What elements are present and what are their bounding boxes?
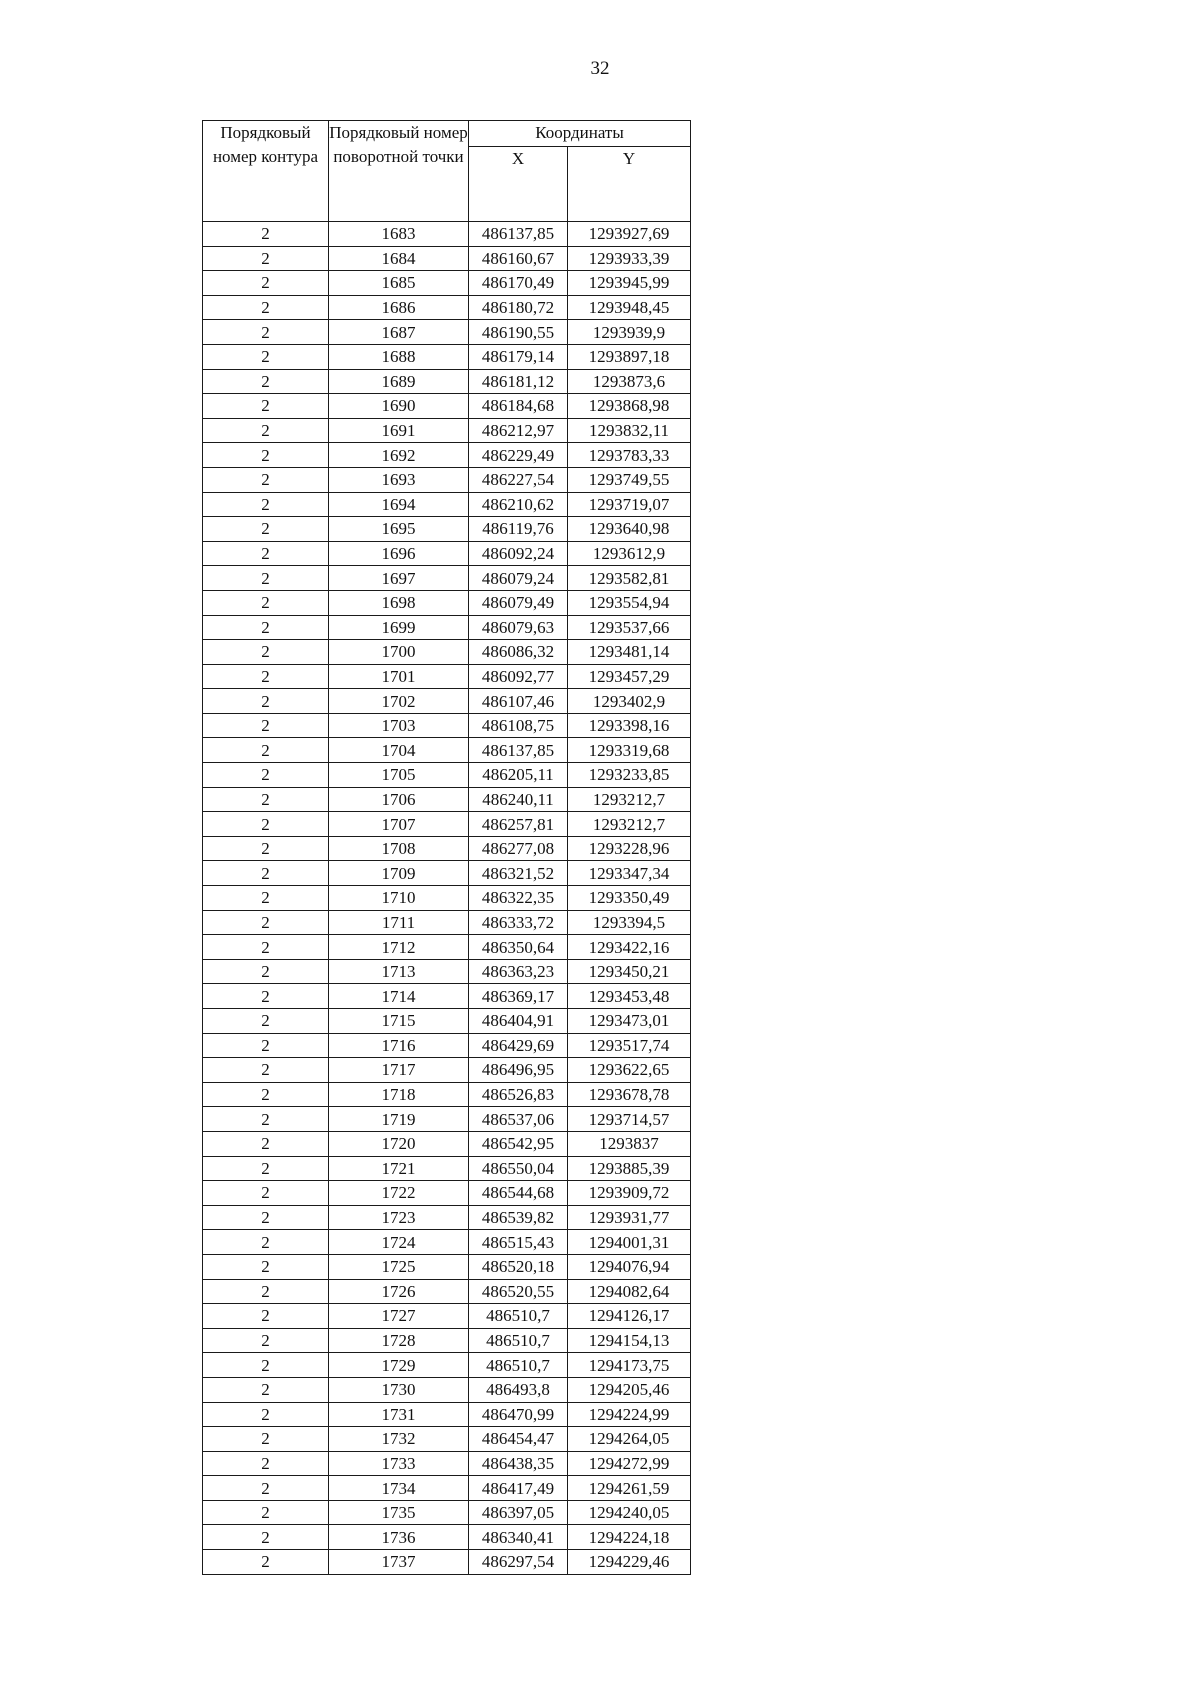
- point-number-cell: 1726: [329, 1279, 469, 1304]
- contour-number-cell: 2: [203, 1279, 329, 1304]
- y-coordinate-cell: 1293402,9: [568, 689, 691, 714]
- table-row: [203, 1353, 691, 1378]
- point-number-cell: 1735: [329, 1500, 469, 1525]
- x-coordinate-cell: 486520,18: [469, 1254, 568, 1279]
- table-row: [203, 1525, 691, 1550]
- table-row: [203, 763, 691, 788]
- contour-number-cell: 2: [203, 1304, 329, 1329]
- table-row: [203, 418, 691, 443]
- y-coordinate-cell: 1293948,45: [568, 295, 691, 320]
- table-row: [203, 910, 691, 935]
- table-body: [203, 222, 691, 1575]
- x-coordinate-cell: 486454,47: [469, 1427, 568, 1452]
- point-number-cell: 1699: [329, 615, 469, 640]
- contour-number-cell: 2: [203, 1500, 329, 1525]
- point-number-cell: 1690: [329, 394, 469, 419]
- y-coordinate-cell: 1293897,18: [568, 344, 691, 369]
- table-header: [203, 121, 691, 222]
- table-row: [203, 640, 691, 665]
- y-coordinate-cell: 1293933,39: [568, 246, 691, 271]
- point-number-cell: 1734: [329, 1476, 469, 1501]
- table-row: [203, 467, 691, 492]
- x-coordinate-cell: 486526,83: [469, 1082, 568, 1107]
- point-number-cell: 1693: [329, 467, 469, 492]
- table-row: [203, 1230, 691, 1255]
- table-row: [203, 1328, 691, 1353]
- y-coordinate-cell: 1294224,18: [568, 1525, 691, 1550]
- y-coordinate-cell: 1293422,16: [568, 935, 691, 960]
- table-row: [203, 1156, 691, 1181]
- x-coordinate-cell: 486179,14: [469, 344, 568, 369]
- contour-number-cell: 2: [203, 1328, 329, 1353]
- table-row: [203, 271, 691, 296]
- point-number-cell: 1720: [329, 1131, 469, 1156]
- header-coordinates: Координаты: [469, 121, 691, 147]
- x-coordinate-cell: 486438,35: [469, 1451, 568, 1476]
- contour-number-cell: 2: [203, 1377, 329, 1402]
- x-coordinate-cell: 486210,62: [469, 492, 568, 517]
- contour-number-cell: 2: [203, 1033, 329, 1058]
- y-coordinate-cell: 1294126,17: [568, 1304, 691, 1329]
- point-number-cell: 1732: [329, 1427, 469, 1452]
- contour-number-cell: 2: [203, 1181, 329, 1206]
- x-coordinate-cell: 486363,23: [469, 959, 568, 984]
- contour-number-cell: 2: [203, 1525, 329, 1550]
- point-number-cell: 1696: [329, 541, 469, 566]
- contour-number-cell: 2: [203, 590, 329, 615]
- table-row: [203, 615, 691, 640]
- y-coordinate-cell: 1293228,96: [568, 836, 691, 861]
- header-contour-number: Порядковый номер контура: [203, 121, 329, 222]
- contour-number-cell: 2: [203, 1009, 329, 1034]
- table-row: [203, 689, 691, 714]
- y-coordinate-cell: 1293481,14: [568, 640, 691, 665]
- x-coordinate-cell: 486404,91: [469, 1009, 568, 1034]
- contour-number-cell: 2: [203, 615, 329, 640]
- x-coordinate-cell: 486092,24: [469, 541, 568, 566]
- x-coordinate-cell: 486340,41: [469, 1525, 568, 1550]
- y-coordinate-cell: 1294272,99: [568, 1451, 691, 1476]
- x-coordinate-cell: 486079,63: [469, 615, 568, 640]
- y-coordinate-cell: 1293945,99: [568, 271, 691, 296]
- y-coordinate-cell: 1293319,68: [568, 738, 691, 763]
- y-coordinate-cell: 1293453,48: [568, 984, 691, 1009]
- table-row: [203, 1033, 691, 1058]
- contour-number-cell: 2: [203, 640, 329, 665]
- y-coordinate-cell: 1293678,78: [568, 1082, 691, 1107]
- x-coordinate-cell: 486520,55: [469, 1279, 568, 1304]
- point-number-cell: 1702: [329, 689, 469, 714]
- y-coordinate-cell: 1293622,65: [568, 1058, 691, 1083]
- point-number-cell: 1707: [329, 812, 469, 837]
- y-coordinate-cell: 1293719,07: [568, 492, 691, 517]
- y-coordinate-cell: 1294082,64: [568, 1279, 691, 1304]
- y-coordinate-cell: 1293832,11: [568, 418, 691, 443]
- table-row: [203, 320, 691, 345]
- contour-number-cell: 2: [203, 935, 329, 960]
- contour-number-cell: 2: [203, 861, 329, 886]
- table-row: [203, 1451, 691, 1476]
- contour-number-cell: 2: [203, 271, 329, 296]
- contour-number-cell: 2: [203, 713, 329, 738]
- y-coordinate-cell: 1293885,39: [568, 1156, 691, 1181]
- point-number-cell: 1709: [329, 861, 469, 886]
- x-coordinate-cell: 486510,7: [469, 1304, 568, 1329]
- y-coordinate-cell: 1293927,69: [568, 222, 691, 247]
- x-coordinate-cell: 486515,43: [469, 1230, 568, 1255]
- contour-number-cell: 2: [203, 492, 329, 517]
- contour-number-cell: 2: [203, 246, 329, 271]
- y-coordinate-cell: 1293582,81: [568, 566, 691, 591]
- point-number-cell: 1695: [329, 517, 469, 542]
- table-row: [203, 1131, 691, 1156]
- contour-number-cell: 2: [203, 320, 329, 345]
- table-row: [203, 369, 691, 394]
- x-coordinate-cell: 486190,55: [469, 320, 568, 345]
- x-coordinate-cell: 486542,95: [469, 1131, 568, 1156]
- y-coordinate-cell: 1294205,46: [568, 1377, 691, 1402]
- point-number-cell: 1712: [329, 935, 469, 960]
- y-coordinate-cell: 1293350,49: [568, 886, 691, 911]
- x-coordinate-cell: 486321,52: [469, 861, 568, 886]
- contour-number-cell: 2: [203, 1451, 329, 1476]
- x-coordinate-cell: 486510,7: [469, 1328, 568, 1353]
- contour-number-cell: 2: [203, 1550, 329, 1575]
- x-coordinate-cell: 486181,12: [469, 369, 568, 394]
- point-number-cell: 1715: [329, 1009, 469, 1034]
- contour-number-cell: 2: [203, 1230, 329, 1255]
- point-number-cell: 1689: [329, 369, 469, 394]
- table-row: [203, 959, 691, 984]
- y-coordinate-cell: 1293873,6: [568, 369, 691, 394]
- y-coordinate-cell: 1293233,85: [568, 763, 691, 788]
- y-coordinate-cell: 1293868,98: [568, 394, 691, 419]
- y-coordinate-cell: 1294154,13: [568, 1328, 691, 1353]
- contour-number-cell: 2: [203, 1131, 329, 1156]
- table-row: [203, 738, 691, 763]
- table-row: [203, 713, 691, 738]
- y-coordinate-cell: 1293457,29: [568, 664, 691, 689]
- table-row: [203, 664, 691, 689]
- table-row: [203, 295, 691, 320]
- contour-number-cell: 2: [203, 1476, 329, 1501]
- contour-number-cell: 2: [203, 664, 329, 689]
- table-row: [203, 590, 691, 615]
- contour-number-cell: 2: [203, 1402, 329, 1427]
- contour-number-cell: 2: [203, 1205, 329, 1230]
- point-number-cell: 1703: [329, 713, 469, 738]
- point-number-cell: 1733: [329, 1451, 469, 1476]
- contour-number-cell: 2: [203, 295, 329, 320]
- y-coordinate-cell: 1294261,59: [568, 1476, 691, 1501]
- table-row: [203, 787, 691, 812]
- contour-number-cell: 2: [203, 222, 329, 247]
- contour-number-cell: 2: [203, 418, 329, 443]
- point-number-cell: 1708: [329, 836, 469, 861]
- point-number-cell: 1728: [329, 1328, 469, 1353]
- table-row: [203, 1427, 691, 1452]
- y-coordinate-cell: 1293931,77: [568, 1205, 691, 1230]
- table-row: [203, 246, 691, 271]
- y-coordinate-cell: 1294240,05: [568, 1500, 691, 1525]
- y-coordinate-cell: 1294001,31: [568, 1230, 691, 1255]
- point-number-cell: 1697: [329, 566, 469, 591]
- y-coordinate-cell: 1293714,57: [568, 1107, 691, 1132]
- header-point-number: Порядковый номер поворотной точки: [329, 121, 469, 222]
- x-coordinate-cell: 486537,06: [469, 1107, 568, 1132]
- point-number-cell: 1725: [329, 1254, 469, 1279]
- y-coordinate-cell: 1293394,5: [568, 910, 691, 935]
- y-coordinate-cell: 1294264,05: [568, 1427, 691, 1452]
- y-coordinate-cell: 1294229,46: [568, 1550, 691, 1575]
- contour-number-cell: 2: [203, 1353, 329, 1378]
- point-number-cell: 1711: [329, 910, 469, 935]
- point-number-cell: 1727: [329, 1304, 469, 1329]
- y-coordinate-cell: 1294224,99: [568, 1402, 691, 1427]
- coordinates-table: [202, 120, 691, 1575]
- y-coordinate-cell: 1293212,7: [568, 812, 691, 837]
- x-coordinate-cell: 486180,72: [469, 295, 568, 320]
- table-row: [203, 517, 691, 542]
- point-number-cell: 1731: [329, 1402, 469, 1427]
- y-coordinate-cell: 1293612,9: [568, 541, 691, 566]
- point-number-cell: 1691: [329, 418, 469, 443]
- y-coordinate-cell: 1293450,21: [568, 959, 691, 984]
- point-number-cell: 1704: [329, 738, 469, 763]
- contour-number-cell: 2: [203, 1082, 329, 1107]
- table-row: [203, 541, 691, 566]
- contour-number-cell: 2: [203, 467, 329, 492]
- table-row: [203, 1181, 691, 1206]
- x-coordinate-cell: 486240,11: [469, 787, 568, 812]
- point-number-cell: 1724: [329, 1230, 469, 1255]
- table-row: [203, 861, 691, 886]
- y-coordinate-cell: 1293554,94: [568, 590, 691, 615]
- y-coordinate-cell: 1293749,55: [568, 467, 691, 492]
- x-coordinate-cell: 486429,69: [469, 1033, 568, 1058]
- x-coordinate-cell: 486397,05: [469, 1500, 568, 1525]
- point-number-cell: 1700: [329, 640, 469, 665]
- x-coordinate-cell: 486257,81: [469, 812, 568, 837]
- x-coordinate-cell: 486417,49: [469, 1476, 568, 1501]
- x-coordinate-cell: 486227,54: [469, 467, 568, 492]
- y-coordinate-cell: 1293517,74: [568, 1033, 691, 1058]
- contour-number-cell: 2: [203, 443, 329, 468]
- x-coordinate-cell: 486092,77: [469, 664, 568, 689]
- contour-number-cell: 2: [203, 738, 329, 763]
- table-row: [203, 344, 691, 369]
- y-coordinate-cell: 1293909,72: [568, 1181, 691, 1206]
- contour-number-cell: 2: [203, 369, 329, 394]
- contour-number-cell: 2: [203, 959, 329, 984]
- point-number-cell: 1729: [329, 1353, 469, 1378]
- point-number-cell: 1713: [329, 959, 469, 984]
- x-coordinate-cell: 486137,85: [469, 738, 568, 763]
- y-coordinate-cell: 1293939,9: [568, 320, 691, 345]
- table-row: [203, 1082, 691, 1107]
- y-coordinate-cell: 1294076,94: [568, 1254, 691, 1279]
- point-number-cell: 1719: [329, 1107, 469, 1132]
- point-number-cell: 1683: [329, 222, 469, 247]
- point-number-cell: 1718: [329, 1082, 469, 1107]
- x-coordinate-cell: 486470,99: [469, 1402, 568, 1427]
- point-number-cell: 1722: [329, 1181, 469, 1206]
- x-coordinate-cell: 486119,76: [469, 517, 568, 542]
- point-number-cell: 1706: [329, 787, 469, 812]
- table-row: [203, 1205, 691, 1230]
- table-row: [203, 1304, 691, 1329]
- x-coordinate-cell: 486277,08: [469, 836, 568, 861]
- contour-number-cell: 2: [203, 394, 329, 419]
- point-number-cell: 1736: [329, 1525, 469, 1550]
- x-coordinate-cell: 486539,82: [469, 1205, 568, 1230]
- y-coordinate-cell: 1293640,98: [568, 517, 691, 542]
- table-row: [203, 1279, 691, 1304]
- point-number-cell: 1721: [329, 1156, 469, 1181]
- x-coordinate-cell: 486086,32: [469, 640, 568, 665]
- x-coordinate-cell: 486212,97: [469, 418, 568, 443]
- table-row: [203, 443, 691, 468]
- x-coordinate-cell: 486333,72: [469, 910, 568, 935]
- point-number-cell: 1717: [329, 1058, 469, 1083]
- y-coordinate-cell: 1293398,16: [568, 713, 691, 738]
- contour-number-cell: 2: [203, 689, 329, 714]
- table-row: [203, 812, 691, 837]
- point-number-cell: 1737: [329, 1550, 469, 1575]
- contour-number-cell: 2: [203, 344, 329, 369]
- y-coordinate-cell: 1293212,7: [568, 787, 691, 812]
- y-coordinate-cell: 1293347,34: [568, 861, 691, 886]
- table-row: [203, 492, 691, 517]
- table-row: [203, 1107, 691, 1132]
- contour-number-cell: 2: [203, 517, 329, 542]
- point-number-cell: 1730: [329, 1377, 469, 1402]
- point-number-cell: 1705: [329, 763, 469, 788]
- x-coordinate-cell: 486137,85: [469, 222, 568, 247]
- point-number-cell: 1710: [329, 886, 469, 911]
- contour-number-cell: 2: [203, 1107, 329, 1132]
- table-row: [203, 1058, 691, 1083]
- table-row: [203, 394, 691, 419]
- contour-number-cell: 2: [203, 1427, 329, 1452]
- contour-number-cell: 2: [203, 1058, 329, 1083]
- x-coordinate-cell: 486297,54: [469, 1550, 568, 1575]
- point-number-cell: 1694: [329, 492, 469, 517]
- x-coordinate-cell: 486079,49: [469, 590, 568, 615]
- point-number-cell: 1685: [329, 271, 469, 296]
- point-number-cell: 1692: [329, 443, 469, 468]
- header-y: Y: [568, 147, 691, 222]
- table-row: [203, 1402, 691, 1427]
- point-number-cell: 1684: [329, 246, 469, 271]
- x-coordinate-cell: 486107,46: [469, 689, 568, 714]
- y-coordinate-cell: 1294173,75: [568, 1353, 691, 1378]
- x-coordinate-cell: 486205,11: [469, 763, 568, 788]
- point-number-cell: 1701: [329, 664, 469, 689]
- x-coordinate-cell: 486369,17: [469, 984, 568, 1009]
- table-row: [203, 836, 691, 861]
- table-row: [203, 886, 691, 911]
- point-number-cell: 1723: [329, 1205, 469, 1230]
- table-row: [203, 1009, 691, 1034]
- x-coordinate-cell: 486493,8: [469, 1377, 568, 1402]
- contour-number-cell: 2: [203, 812, 329, 837]
- x-coordinate-cell: 486184,68: [469, 394, 568, 419]
- y-coordinate-cell: 1293837: [568, 1131, 691, 1156]
- x-coordinate-cell: 486322,35: [469, 886, 568, 911]
- contour-number-cell: 2: [203, 763, 329, 788]
- x-coordinate-cell: 486229,49: [469, 443, 568, 468]
- table-row: [203, 1500, 691, 1525]
- x-coordinate-cell: 486550,04: [469, 1156, 568, 1181]
- x-coordinate-cell: 486496,95: [469, 1058, 568, 1083]
- x-coordinate-cell: 486160,67: [469, 246, 568, 271]
- x-coordinate-cell: 486350,64: [469, 935, 568, 960]
- x-coordinate-cell: 486544,68: [469, 1181, 568, 1206]
- point-number-cell: 1716: [329, 1033, 469, 1058]
- contour-number-cell: 2: [203, 910, 329, 935]
- table-row: [203, 1476, 691, 1501]
- table-row: [203, 935, 691, 960]
- contour-number-cell: 2: [203, 984, 329, 1009]
- contour-number-cell: 2: [203, 787, 329, 812]
- point-number-cell: 1698: [329, 590, 469, 615]
- table-row: [203, 984, 691, 1009]
- contour-number-cell: 2: [203, 886, 329, 911]
- contour-number-cell: 2: [203, 566, 329, 591]
- table-row: [203, 1550, 691, 1575]
- y-coordinate-cell: 1293537,66: [568, 615, 691, 640]
- table-row: [203, 566, 691, 591]
- point-number-cell: 1688: [329, 344, 469, 369]
- y-coordinate-cell: 1293473,01: [568, 1009, 691, 1034]
- x-coordinate-cell: 486510,7: [469, 1353, 568, 1378]
- point-number-cell: 1687: [329, 320, 469, 345]
- point-number-cell: 1686: [329, 295, 469, 320]
- table-row: [203, 1377, 691, 1402]
- header-x: X: [469, 147, 568, 222]
- table-row: [203, 1254, 691, 1279]
- point-number-cell: 1714: [329, 984, 469, 1009]
- table-row: [203, 222, 691, 247]
- contour-number-cell: 2: [203, 541, 329, 566]
- y-coordinate-cell: 1293783,33: [568, 443, 691, 468]
- contour-number-cell: 2: [203, 836, 329, 861]
- x-coordinate-cell: 486079,24: [469, 566, 568, 591]
- contour-number-cell: 2: [203, 1254, 329, 1279]
- x-coordinate-cell: 486108,75: [469, 713, 568, 738]
- contour-number-cell: 2: [203, 1156, 329, 1181]
- x-coordinate-cell: 486170,49: [469, 271, 568, 296]
- page-number: 32: [590, 58, 610, 79]
